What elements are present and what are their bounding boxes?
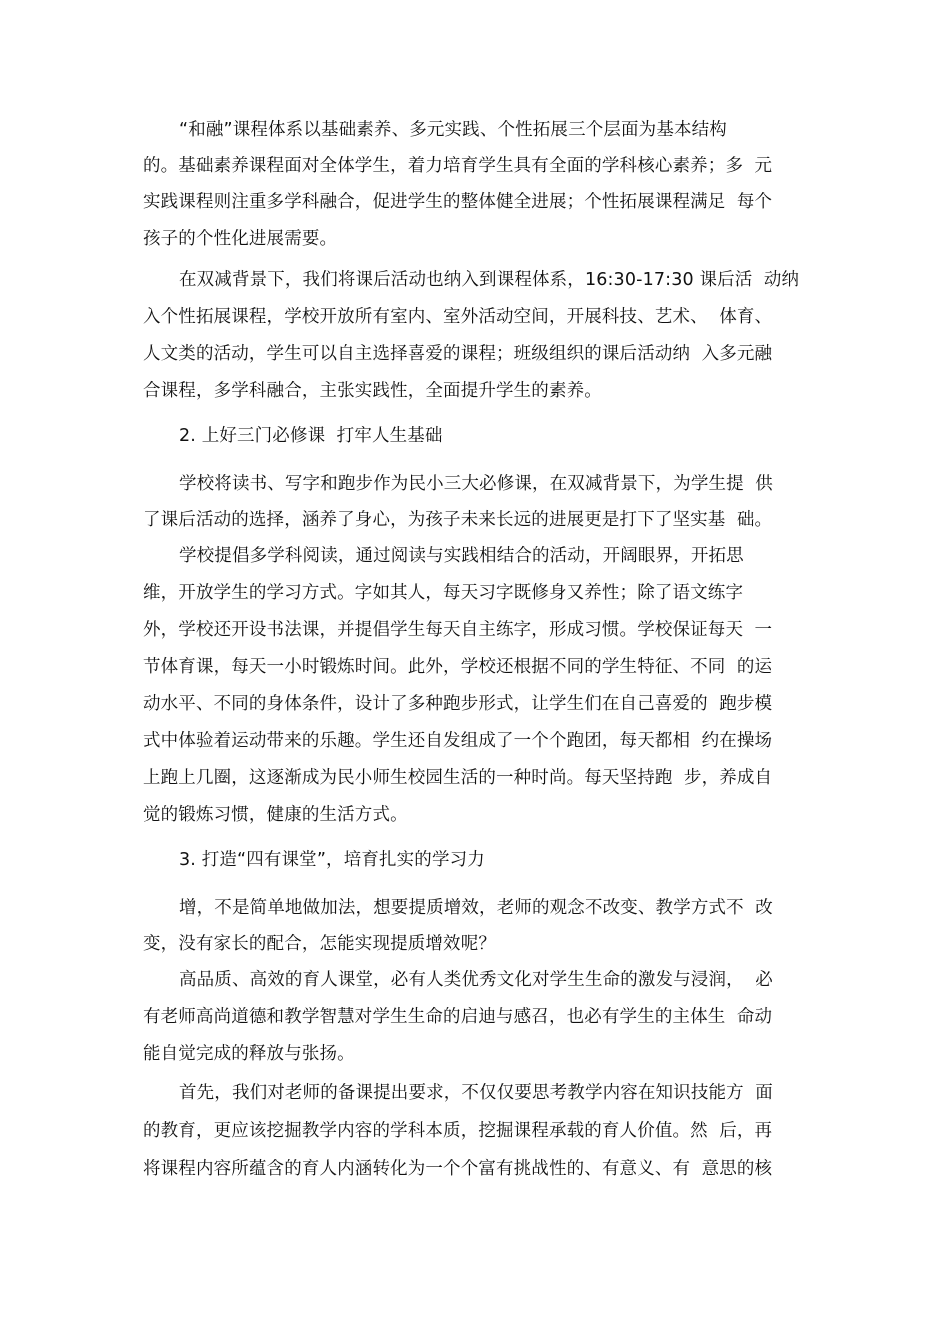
text-line: 式中体验着运动带来的乐趣。学生还自发组成了一个个跑团，每天都相 约在操场 (143, 731, 773, 751)
text-line: 人文类的活动，学生可以自主选择喜爱的课程；班级组织的课后活动纳 入多元融 (143, 344, 773, 364)
text-line: 将课程内容所蕴含的育人内涵转化为一个个富有挑战性的、有意义、有 意思的核 (143, 1159, 773, 1179)
text-line: 上跑上几圈，这逐渐成为民小师生校园生活的一种时尚。每天坚持跑 步，养成自 (143, 768, 773, 788)
text-line: “和融”课程体系以基础素养、多元实践、个性拓展三个层面为基本结构 (179, 120, 727, 140)
text-line: 在双减背景下，我们将课后活动也纳入到课程体系，16:30-17:30 课后活 动纳 (179, 270, 800, 290)
text-line: 高品质、高效的育人课堂，必有人类优秀文化对学生生命的激发与浸润， 必 (179, 970, 773, 990)
text-line: 学校将读书、写字和跑步作为民小三大必修课，在双减背景下，为学生提 供 (179, 474, 773, 494)
text-line: 节体育课，每天一小时锻炼时间。此外，学校还根据不同的学生特征、不同 的运 (143, 657, 773, 677)
text-line: 入个性拓展课程，学校开放所有室内、室外活动空间，开展科技、艺术、 体育、 (143, 307, 773, 327)
text-line: 学校提倡多学科阅读，通过阅读与实践相结合的活动，开阔眼界，开拓思 (179, 546, 744, 566)
text-line: 增，不是简单地做加法，想要提质增效，老师的观念不改变、教学方式不 改 (179, 898, 773, 918)
text-line: 动水平、不同的身体条件，设计了多种跑步形式，让学生们在自己喜爱的 跑步模 (143, 694, 773, 714)
text-line: 能自觉完成的释放与张扬。 (143, 1044, 355, 1064)
text-line: 的教育，更应该挖掘教学内容的学科本质，挖掘课程承载的育人价值。然 后，再 (143, 1121, 773, 1141)
text-line: 维，开放学生的学习方式。字如其人，每天习字既修身又养性；除了语文练字 (143, 583, 744, 603)
text-line: 合课程，多学科融合，主张实践性，全面提升学生的素养。 (143, 381, 602, 401)
text-line: 变，没有家长的配合，怎能实现提质增效呢？ (143, 934, 496, 954)
section-heading: 3. 打造“四有课堂”，培育扎实的学习力 (179, 850, 485, 870)
text-line: 的。基础素养课程面对全体学生，着力培育学生具有全面的学科核心素养；多 元 (143, 156, 773, 176)
text-line: 外，学校还开设书法课，并提倡学生每天自主练字，形成习惯。学校保证每天 一 (143, 620, 773, 640)
text-line: 有老师高尚道德和教学智慧对学生生命的启迪与感召，也必有学生的主体生 命动 (143, 1007, 773, 1027)
section-heading: 2. 上好三门必修课 打牢人生基础 (179, 426, 443, 446)
text-line: 觉的锻炼习惯，健康的生活方式。 (143, 805, 408, 825)
text-line: 实践课程则注重多学科融合，促进学生的整体健全进展；个性拓展课程满足 每个 (143, 192, 773, 212)
text-line: 首先，我们对老师的备课提出要求，不仅仅要思考教学内容在知识技能方 面 (179, 1083, 773, 1103)
text-line: 孩子的个性化进展需要。 (143, 229, 338, 249)
text-line: 了课后活动的选择，涵养了身心，为孩子未来长远的进展更是打下了坚实基 础。 (143, 510, 773, 530)
